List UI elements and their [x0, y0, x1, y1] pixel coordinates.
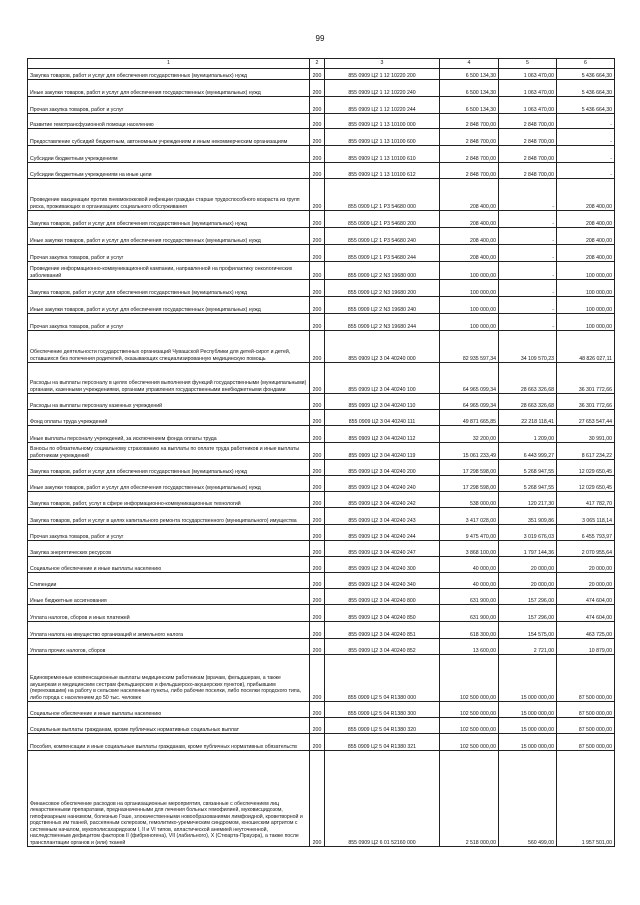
row-amount-executed: 15 000 000,00 — [499, 734, 557, 751]
row-code: 200 — [310, 262, 325, 280]
row-code: 200 — [310, 97, 325, 114]
row-amount-remaining: 208 400,00 — [557, 245, 615, 262]
row-name: Уплата прочих налогов, сборов — [28, 639, 310, 655]
row-classifier: 855 0909 Ц2 2 N3 19680 000 — [325, 262, 440, 280]
row-amount-total: 102 500 000,00 — [440, 655, 499, 702]
row-amount-total: 2 848 700,00 — [440, 129, 499, 146]
row-name: Стипендии — [28, 573, 310, 589]
row-amount-executed: 2 848 700,00 — [499, 129, 557, 146]
row-amount-executed: - — [499, 314, 557, 331]
row-code: 200 — [310, 622, 325, 639]
table-row — [28, 262, 615, 280]
row-name: Закупка товаров, работ и услуг в целях капитального ремонта государственного (муниципального) имущества — [28, 508, 310, 525]
row-code: 200 — [310, 443, 325, 460]
row-amount-remaining: 30 991,00 — [557, 426, 615, 443]
row-code: 200 — [310, 589, 325, 605]
row-amount-remaining: 100 000,00 — [557, 262, 615, 280]
row-amount-total: 102 500 000,00 — [440, 702, 499, 718]
row-code: 200 — [310, 80, 325, 97]
table-row — [28, 363, 615, 394]
row-name: Развитие гемотрансфузионной помощи населению — [28, 114, 310, 129]
row-code: 200 — [310, 363, 325, 394]
row-name: Закупка товаров, работ и услуг для обеспечения государственных (муниципальных) нужд — [28, 280, 310, 297]
row-amount-executed: 2 848 700,00 — [499, 114, 557, 129]
row-name: Расходы на выплаты персоналу в целях обеспечения выполнения функций государственными (муниципальными) органами, казенными учреждениями, органами управления государственными внебюджетными фондами — [28, 363, 310, 394]
row-amount-executed: 34 109 570,23 — [499, 331, 557, 363]
row-amount-remaining: 208 400,00 — [557, 211, 615, 228]
row-code: 200 — [310, 426, 325, 443]
row-classifier: 855 0909 Ц2 2 N3 19680 200 — [325, 280, 440, 297]
row-classifier: 855 0909 Ц2 3 04 40240 300 — [325, 557, 440, 573]
row-classifier: 855 0909 Ц2 1 12 10220 200 — [325, 69, 440, 80]
table-row — [28, 426, 615, 443]
row-amount-executed: 15 000 000,00 — [499, 718, 557, 734]
row-amount-executed: - — [499, 280, 557, 297]
row-name: Уплата налога на имущество организаций и земельного налога — [28, 622, 310, 639]
row-classifier: 855 0909 Ц2 1 12 10220 244 — [325, 97, 440, 114]
row-classifier: 855 0909 Ц2 3 04 40240 200 — [325, 460, 440, 476]
row-code: 200 — [310, 129, 325, 146]
row-name: Взносы по обязательному социальному страхованию на выплаты по оплате труда работников и иные выплаты работникам учреждений — [28, 443, 310, 460]
row-amount-total: 2 518 000,00 — [440, 751, 499, 847]
row-amount-remaining: 417 782,70 — [557, 492, 615, 508]
table-row — [28, 314, 615, 331]
row-code: 200 — [310, 179, 325, 211]
row-amount-remaining: 208 400,00 — [557, 179, 615, 211]
row-code: 200 — [310, 541, 325, 557]
row-amount-total: 631 900,00 — [440, 605, 499, 622]
row-code: 200 — [310, 163, 325, 179]
table-row — [28, 605, 615, 622]
row-amount-remaining: 8 617 234,22 — [557, 443, 615, 460]
table-row — [28, 228, 615, 245]
table-row — [28, 280, 615, 297]
row-amount-total: 9 475 470,00 — [440, 525, 499, 541]
row-name: Социальные выплаты гражданам, кроме публичных нормативных социальных выплат — [28, 718, 310, 734]
row-code: 200 — [310, 211, 325, 228]
row-classifier: 855 0909 Ц2 3 04 40240 340 — [325, 573, 440, 589]
row-classifier: 855 0909 Ц2 3 04 40240 852 — [325, 639, 440, 655]
row-amount-executed: 3 019 676,03 — [499, 525, 557, 541]
row-amount-total: 208 400,00 — [440, 211, 499, 228]
row-amount-remaining: 100 000,00 — [557, 297, 615, 314]
row-name: Фонд оплаты труда учреждений — [28, 410, 310, 426]
table-row — [28, 702, 615, 718]
table-row — [28, 476, 615, 492]
table-row — [28, 718, 615, 734]
table-row — [28, 331, 615, 363]
row-amount-executed: 6 443 999,27 — [499, 443, 557, 460]
row-amount-total: 208 400,00 — [440, 228, 499, 245]
row-amount-executed: 1 063 470,00 — [499, 97, 557, 114]
row-amount-total: 32 200,00 — [440, 426, 499, 443]
row-classifier: 855 0909 Ц2 3 04 40240 800 — [325, 589, 440, 605]
row-amount-remaining: - — [557, 163, 615, 179]
row-code: 200 — [310, 751, 325, 847]
row-amount-remaining: 3 065 118,14 — [557, 508, 615, 525]
row-amount-executed: 351 909,86 — [499, 508, 557, 525]
row-amount-remaining: 87 500 000,00 — [557, 718, 615, 734]
row-name: Уплата налогов, сборов и иных платежей — [28, 605, 310, 622]
row-classifier: 855 0909 Ц2 3 04 40240 000 — [325, 331, 440, 363]
table-row — [28, 443, 615, 460]
row-amount-remaining: - — [557, 146, 615, 163]
row-amount-remaining: 87 500 000,00 — [557, 702, 615, 718]
row-classifier: 855 0909 Ц2 1 Р3 54680 000 — [325, 179, 440, 211]
row-amount-remaining: 10 879,00 — [557, 639, 615, 655]
row-amount-total: 2 848 700,00 — [440, 114, 499, 129]
row-name: Социальное обеспечение и иные выплаты населению — [28, 702, 310, 718]
row-amount-total: 208 400,00 — [440, 245, 499, 262]
row-amount-total: 100 000,00 — [440, 280, 499, 297]
row-amount-total: 82 935 597,34 — [440, 331, 499, 363]
row-classifier: 855 0909 Ц2 3 04 40240 850 — [325, 605, 440, 622]
row-name: Единовременные компенсационные выплаты медицинским работникам (врачам, фельдшерам, а также акушеркам и медицинским сестрам фельдшерских и фельдшерско-акушерских пунктов), прибывшим (переехавшим) на работу в сельские населенные пункты, либо рабочие поселки, либо поселки городского типа, либо города с населением до 50 тыс. человек — [28, 655, 310, 702]
column-header: 5 — [499, 59, 557, 69]
row-amount-total: 2 848 700,00 — [440, 163, 499, 179]
row-classifier: 855 0909 Ц2 3 04 40240 240 — [325, 476, 440, 492]
row-amount-remaining: - — [557, 129, 615, 146]
header-row — [28, 59, 615, 69]
row-name: Прочая закупка товаров, работ и услуг — [28, 314, 310, 331]
row-amount-executed: 2 848 700,00 — [499, 163, 557, 179]
row-classifier: 855 0909 Ц2 1 13 10100 610 — [325, 146, 440, 163]
row-classifier: 855 0909 Ц2 1 Р3 54680 200 — [325, 211, 440, 228]
row-classifier: 855 0909 Ц2 3 04 40240 110 — [325, 394, 440, 410]
row-name: Пособия, компенсации и иные социальные выплаты гражданам, кроме публичных нормативных обязательств — [28, 734, 310, 751]
table-row — [28, 211, 615, 228]
row-amount-total: 13 600,00 — [440, 639, 499, 655]
row-amount-executed: 22 218 118,41 — [499, 410, 557, 426]
row-code: 200 — [310, 702, 325, 718]
row-amount-remaining: 87 500 000,00 — [557, 655, 615, 702]
table-row — [28, 394, 615, 410]
row-code: 200 — [310, 245, 325, 262]
table-row — [28, 146, 615, 163]
row-name: Иные бюджетные ассигнования — [28, 589, 310, 605]
row-amount-total: 40 000,00 — [440, 557, 499, 573]
row-amount-total: 6 500 134,30 — [440, 80, 499, 97]
row-amount-remaining: 1 957 501,00 — [557, 751, 615, 847]
column-header: 1 — [28, 59, 310, 69]
row-classifier: 855 0909 Ц2 3 04 40240 244 — [325, 525, 440, 541]
row-amount-remaining: 12 029 650,45 — [557, 460, 615, 476]
row-name: Иные закупки товаров, работ и услуг для обеспечения государственных (муниципальных) нужд — [28, 297, 310, 314]
column-header: 3 — [325, 59, 440, 69]
table-row — [28, 557, 615, 573]
row-amount-total: 538 000,00 — [440, 492, 499, 508]
row-amount-executed: 120 217,30 — [499, 492, 557, 508]
row-code: 200 — [310, 146, 325, 163]
row-classifier: 855 0909 Ц2 1 13 10100 000 — [325, 114, 440, 129]
row-classifier: 855 0909 Ц2 1 Р3 54680 244 — [325, 245, 440, 262]
row-amount-executed: 5 268 947,55 — [499, 476, 557, 492]
row-amount-remaining: 100 000,00 — [557, 280, 615, 297]
row-amount-total: 64 965 099,34 — [440, 394, 499, 410]
table-row — [28, 460, 615, 476]
row-amount-executed: 1 063 470,00 — [499, 80, 557, 97]
row-amount-remaining: 87 500 000,00 — [557, 734, 615, 751]
row-amount-total: 17 298 598,00 — [440, 460, 499, 476]
row-amount-remaining: 100 000,00 — [557, 314, 615, 331]
row-name: Расходы на выплаты персоналу казенных учреждений — [28, 394, 310, 410]
row-amount-total: 102 500 000,00 — [440, 734, 499, 751]
row-amount-remaining: 5 436 664,30 — [557, 80, 615, 97]
row-code: 200 — [310, 460, 325, 476]
column-header: 4 — [440, 59, 499, 69]
row-code: 200 — [310, 69, 325, 80]
row-name: Субсидии бюджетным учреждениям на иные цели — [28, 163, 310, 179]
row-amount-total: 2 848 700,00 — [440, 146, 499, 163]
row-amount-total: 40 000,00 — [440, 573, 499, 589]
row-name: Прочая закупка товаров, работ и услуг — [28, 245, 310, 262]
table-row — [28, 114, 615, 129]
row-amount-total: 6 500 134,30 — [440, 97, 499, 114]
row-amount-total: 618 300,00 — [440, 622, 499, 639]
row-name: Обеспечение деятельности государственных организаций Чувашской Республики для детей-сирот и детей, оставшихся без попечения родителей, оказывающих специализированную медицинскую помощь — [28, 331, 310, 363]
row-classifier: 855 0909 Ц2 1 13 10100 600 — [325, 129, 440, 146]
row-code: 200 — [310, 734, 325, 751]
row-amount-remaining: 2 070 955,64 — [557, 541, 615, 557]
row-amount-remaining: 208 400,00 — [557, 228, 615, 245]
row-name: Закупка товаров, работ, услуг в сфере информационно-коммуникационных технологий — [28, 492, 310, 508]
row-amount-total: 3 868 100,00 — [440, 541, 499, 557]
row-amount-remaining: 5 436 664,30 — [557, 69, 615, 80]
row-classifier: 855 0909 Ц2 3 04 40240 112 — [325, 426, 440, 443]
row-code: 200 — [310, 525, 325, 541]
table-row — [28, 97, 615, 114]
row-code: 200 — [310, 114, 325, 129]
row-amount-executed: 560 499,00 — [499, 751, 557, 847]
table-row — [28, 69, 615, 80]
row-amount-remaining: 5 436 664,30 — [557, 97, 615, 114]
table-row — [28, 622, 615, 639]
row-classifier: 855 0909 Ц2 5 04 R1380 300 — [325, 702, 440, 718]
row-name: Прочая закупка товаров, работ и услуг — [28, 525, 310, 541]
row-amount-remaining: 27 653 547,44 — [557, 410, 615, 426]
table-row — [28, 541, 615, 557]
row-amount-executed: 28 663 326,68 — [499, 363, 557, 394]
table-row — [28, 508, 615, 525]
row-name: Иные закупки товаров, работ и услуг для обеспечения государственных (муниципальных) нужд — [28, 80, 310, 97]
row-classifier: 855 0909 Ц2 2 N3 19680 244 — [325, 314, 440, 331]
table-row — [28, 639, 615, 655]
row-code: 200 — [310, 492, 325, 508]
row-amount-remaining: 48 826 027,11 — [557, 331, 615, 363]
row-classifier: 855 0909 Ц2 5 04 R1380 000 — [325, 655, 440, 702]
row-classifier: 855 0909 Ц2 2 N3 19680 240 — [325, 297, 440, 314]
row-classifier: 855 0909 Ц2 3 04 40240 851 — [325, 622, 440, 639]
row-amount-executed: 154 575,00 — [499, 622, 557, 639]
row-name: Прочая закупка товаров, работ и услуг — [28, 97, 310, 114]
row-code: 200 — [310, 410, 325, 426]
row-name: Иные закупки товаров, работ и услуг для обеспечения государственных (муниципальных) нужд — [28, 228, 310, 245]
row-code: 200 — [310, 573, 325, 589]
row-amount-executed: 2 848 700,00 — [499, 146, 557, 163]
row-code: 200 — [310, 394, 325, 410]
page-number: 99 — [315, 34, 325, 43]
row-name: Закупка энергетических ресурсов — [28, 541, 310, 557]
column-header: 2 — [310, 59, 325, 69]
row-amount-executed: 2 721,00 — [499, 639, 557, 655]
row-code: 200 — [310, 297, 325, 314]
row-code: 200 — [310, 718, 325, 734]
row-amount-executed: - — [499, 262, 557, 280]
row-amount-total: 631 900,00 — [440, 589, 499, 605]
row-classifier: 855 0909 Ц2 1 Р3 54680 240 — [325, 228, 440, 245]
row-amount-executed: - — [499, 211, 557, 228]
row-name: Закупка товаров, работ и услуг для обеспечения государственных (муниципальных) нужд — [28, 69, 310, 80]
row-amount-total: 208 400,00 — [440, 179, 499, 211]
table-row — [28, 525, 615, 541]
row-amount-executed: 15 000 000,00 — [499, 655, 557, 702]
row-classifier: 855 0909 Ц2 5 04 R1380 320 — [325, 718, 440, 734]
row-amount-remaining: 36 301 772,66 — [557, 363, 615, 394]
row-amount-executed: 20 000,00 — [499, 573, 557, 589]
row-amount-executed: 157 296,00 — [499, 589, 557, 605]
row-amount-remaining: 6 455 793,97 — [557, 525, 615, 541]
row-name: Иные закупки товаров, работ и услуг для обеспечения государственных (муниципальных) нужд — [28, 476, 310, 492]
row-classifier: 855 0909 Ц2 3 04 40240 247 — [325, 541, 440, 557]
row-amount-executed: - — [499, 245, 557, 262]
row-classifier: 855 0909 Ц2 5 04 R1380 321 — [325, 734, 440, 751]
row-amount-executed: 1 063 470,00 — [499, 69, 557, 80]
row-amount-remaining: 20 000,00 — [557, 573, 615, 589]
table-row — [28, 734, 615, 751]
row-amount-executed: 157 296,00 — [499, 605, 557, 622]
row-code: 200 — [310, 508, 325, 525]
row-amount-remaining: 12 029 650,45 — [557, 476, 615, 492]
row-name: Проведение информационно-коммуникационной кампании, направленной на профилактику онкологических заболеваний — [28, 262, 310, 280]
row-code: 200 — [310, 639, 325, 655]
row-amount-total: 102 500 000,00 — [440, 718, 499, 734]
row-code: 200 — [310, 605, 325, 622]
row-name: Субсидии бюджетным учреждениям — [28, 146, 310, 163]
table-row — [28, 589, 615, 605]
row-amount-executed: - — [499, 179, 557, 211]
row-amount-total: 3 417 028,00 — [440, 508, 499, 525]
table-row — [28, 573, 615, 589]
row-classifier: 855 0909 Ц2 3 04 40240 100 — [325, 363, 440, 394]
row-amount-total: 6 500 134,30 — [440, 69, 499, 80]
row-name: Социальное обеспечение и иные выплаты населению — [28, 557, 310, 573]
row-amount-executed: - — [499, 297, 557, 314]
row-amount-total: 49 871 665,85 — [440, 410, 499, 426]
table-row — [28, 129, 615, 146]
row-code: 200 — [310, 228, 325, 245]
row-amount-total: 100 000,00 — [440, 297, 499, 314]
row-classifier: 855 0909 Ц2 3 04 40240 119 — [325, 443, 440, 460]
row-name: Финансовое обеспечение расходов на организационные мероприятия, связанные с обеспечением лиц лекарственными препаратами, предназначенными для лечения больных гемофилией, муковисцидозом, гипофизарным нанизмом, болезнью Гоше, злокачественными новообразованиями лимфоидной, кроветворной и родственных им тканей, рассеянным склерозом, гемолитико-уремическим синдромом, юношеским артритом с системным началом, мукополисахаридозом I, II и VI типов, апластической анемией неуточненной, наследственным дефицитом факторов II (фибриногена), VII (лабильного), X (Стюарта-Прауэра), а также после трансплантации органов и (или) тканей — [28, 751, 310, 847]
budget-table — [27, 58, 615, 847]
row-name: Предоставление субсидий бюджетным, автономным учреждениям и иным некоммерческим организациям — [28, 129, 310, 146]
row-amount-executed: 5 268 947,55 — [499, 460, 557, 476]
row-amount-executed: 1 797 144,36 — [499, 541, 557, 557]
column-header: 6 — [557, 59, 615, 69]
row-code: 200 — [310, 655, 325, 702]
row-amount-remaining: - — [557, 114, 615, 129]
row-classifier: 855 0909 Ц2 3 04 40240 111 — [325, 410, 440, 426]
table-row — [28, 751, 615, 847]
row-amount-executed: 28 663 326,68 — [499, 394, 557, 410]
table-row — [28, 297, 615, 314]
row-classifier: 855 0909 Ц2 6 01 52160 000 — [325, 751, 440, 847]
row-amount-total: 15 061 233,49 — [440, 443, 499, 460]
row-name: Проведение вакцинации против пневмококковой инфекции граждан старше трудоспособного возраста из групп риска, проживающих в организациях социального обслуживания — [28, 179, 310, 211]
table-row — [28, 492, 615, 508]
row-amount-remaining: 20 000,00 — [557, 557, 615, 573]
row-code: 200 — [310, 280, 325, 297]
row-amount-total: 100 000,00 — [440, 314, 499, 331]
row-amount-total: 100 000,00 — [440, 262, 499, 280]
row-amount-remaining: 474 604,00 — [557, 605, 615, 622]
table-row — [28, 245, 615, 262]
row-classifier: 855 0909 Ц2 3 04 40240 242 — [325, 492, 440, 508]
row-amount-remaining: 463 725,00 — [557, 622, 615, 639]
row-amount-total: 64 965 099,34 — [440, 363, 499, 394]
row-classifier: 855 0909 Ц2 1 13 10100 612 — [325, 163, 440, 179]
row-amount-total: 17 298 598,00 — [440, 476, 499, 492]
table-row — [28, 655, 615, 702]
row-code: 200 — [310, 476, 325, 492]
row-amount-remaining: 36 301 772,66 — [557, 394, 615, 410]
row-amount-executed: 1 209,00 — [499, 426, 557, 443]
row-code: 200 — [310, 557, 325, 573]
row-amount-executed: - — [499, 228, 557, 245]
table-row — [28, 80, 615, 97]
row-classifier: 855 0909 Ц2 3 04 40240 243 — [325, 508, 440, 525]
row-classifier: 855 0909 Ц2 1 12 10220 240 — [325, 80, 440, 97]
row-amount-executed: 15 000 000,00 — [499, 702, 557, 718]
row-name: Иные выплаты персоналу учреждений, за исключением фонда оплаты труда — [28, 426, 310, 443]
table-row — [28, 163, 615, 179]
row-amount-executed: 20 000,00 — [499, 557, 557, 573]
row-name: Закупка товаров, работ и услуг для обеспечения государственных (муниципальных) нужд — [28, 460, 310, 476]
row-name: Закупка товаров, работ и услуг для обеспечения государственных (муниципальных) нужд — [28, 211, 310, 228]
row-code: 200 — [310, 331, 325, 363]
row-amount-remaining: 474 604,00 — [557, 589, 615, 605]
table-row — [28, 179, 615, 211]
table-row — [28, 410, 615, 426]
row-code: 200 — [310, 314, 325, 331]
